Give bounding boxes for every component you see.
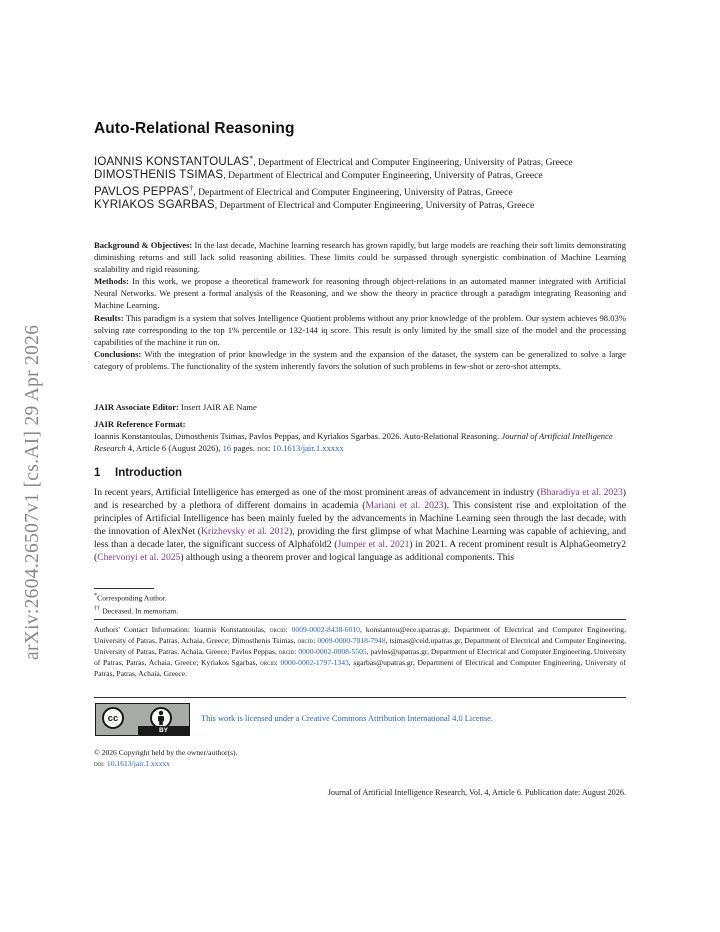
license-link[interactable]: This work is licensed under a Creative Commons Attribution International 4.0 License.	[201, 714, 493, 723]
copyright-block	[94, 747, 626, 770]
author-affiliation: , Department of Electrical and Computer Engineering, University of Patras, Greece	[223, 170, 543, 182]
doi-label: doi:	[94, 759, 105, 769]
abstract-text: This paradigm is a system that solves Intelligence Quotient problems without any prior knowledge of the problem. Our system achieves 98.03% solving rate corresponding to the top 1% percentile or 132-144 iq score. This result is only limited by the small size of the model and the processing capabilities of the machine it run on.	[94, 312, 626, 347]
author-entry	[94, 169, 626, 182]
arxiv-identifier[interactable]: arXiv:2604.26507v1 [cs.AI] 29 Apr 2026	[22, 324, 43, 660]
intro-text: ). This consistent rise and exploitation of the principles of Artificial Intelligence has been mainly fueled by the advancements in Machine Learning seen through the last decade, with the innovation of AlexNet (	[94, 500, 626, 538]
footnotes	[94, 591, 626, 617]
contact-text: Authors' Contact Information: Ioannis Konstantoulas,	[94, 625, 270, 634]
author-list	[94, 152, 626, 212]
person-icon	[154, 710, 168, 726]
contact-text: , tsimas@ceid.upatras.gr, Department of Electrical and Computer Engineering, University of Patras, Patras, Achaia, Greece; Pavlos Peppas,	[94, 636, 626, 657]
intro-text: In recent years, Artificial Intelligence has emerged as one of the most prominent areas of advancement in industry (	[94, 487, 541, 498]
paper-title: Auto-Relational Reasoning	[94, 120, 295, 137]
author-name: IOANNIS KONSTANTOULAS	[94, 156, 250, 169]
contact-information	[94, 624, 626, 679]
abstract-paragraph	[94, 312, 626, 348]
abstract-paragraph	[94, 275, 626, 311]
editor-value: Insert JAIR AE Name	[178, 402, 257, 412]
footnote-mark: *	[94, 592, 98, 599]
intro-text: ), providing the first glimpse of what Machine Learning was capable of achieving, and less than a decade later, the significant success of Alphafold2 (	[94, 526, 626, 551]
doi-label: doi:	[257, 443, 271, 453]
orcid-link[interactable]: 0000-0002-1797-1343	[280, 658, 349, 668]
reference-authors: Ioannis Konstantoulas, Dimosthenis Tsimas, Pavlos Peppas, and Kyriakos Sgarbas. 2026. Auto-Relational Reasoning.	[94, 431, 502, 441]
editor-label: JAIR Associate Editor:	[94, 402, 179, 412]
author-entry	[94, 152, 626, 169]
orcid-label: orcid:	[297, 636, 316, 646]
abstract	[94, 239, 626, 372]
reference-label: JAIR Reference Format:	[94, 419, 186, 429]
creative-commons-icon: cc	[102, 707, 124, 729]
abstract-text: In the last decade, Machine learning research has grown rapidly, but large models are reaching their soft limits demonstrating diminishing returns and still lack solid reasoning abilities. These limits could be surpassed through synergistic combination of Machine Learning scalability and rigid reasoning.	[94, 240, 626, 275]
citation-link[interactable]: Krizhevsky et al. 2012	[201, 526, 289, 538]
doi-link[interactable]: 10.1613/jair.1.xxxxx	[106, 759, 170, 769]
section-heading	[94, 467, 626, 479]
author-mark: †	[189, 184, 194, 194]
reference-format	[94, 418, 626, 454]
citation-link[interactable]: Jumper et al. 2021	[337, 539, 410, 551]
section-number: 1	[94, 467, 101, 479]
abstract-label: Conclusions:	[94, 348, 142, 359]
intro-text: ) and is researched by a plethora of different domains in academia (	[94, 487, 626, 512]
footnote-text: Deceased. In memoriam.	[100, 606, 179, 616]
footnote-divider	[94, 588, 154, 589]
abstract-paragraph	[94, 348, 626, 372]
abstract-text: In this work, we propose a theoretical framework for reasoning through object-relations in an automated manner integrated with Artificial Neural Networks. We present a formal analysis of the Reasoning, and we show the theory in practice through a paradigm integrating Reasoning and Machine Learning.	[94, 276, 626, 311]
abstract-label: Results:	[94, 312, 124, 323]
citation-link[interactable]: Bharadiya et al. 2023	[540, 487, 623, 498]
by-label: BY	[138, 726, 189, 735]
cc-by-badge[interactable]	[95, 703, 190, 736]
author-affiliation: , Department of Electrical and Computer Engineering, University of Patras, Greece	[214, 200, 535, 212]
author-name: PAVLOS PEPPAS	[94, 186, 190, 199]
author-name: DIMOSTHENIS TSIMAS	[94, 169, 224, 182]
author-mark: *	[249, 154, 254, 163]
reference-pages-suffix: pages.	[231, 443, 258, 453]
author-entry	[94, 199, 626, 212]
footnote-text: Corresponding Author.	[97, 593, 167, 603]
author-name: KYRIAKOS SGARBAS	[94, 199, 215, 212]
orcid-label: orcid:	[260, 658, 278, 668]
author-affiliation: , Department of Electrical and Computer Engineering, University of Patras, Greece	[253, 157, 573, 169]
orcid-label: orcid:	[269, 625, 288, 634]
footnote	[94, 591, 626, 604]
reference-text	[94, 430, 626, 454]
contact-text: , pavlos@upatras.gr, Department of Electrical and Computer Engineering, University of Patras, Patras, Achaia, Greece; Kyriakos Sgarbas,	[94, 647, 626, 668]
intro-text: ) in 2021. A recent prominent result is AlphaGeometry2 (	[94, 539, 627, 564]
contact-text: , konstantou@ece.upatras.gr, Department of Electrical and Computer Engineering, University of Patras, Patras, Achaia, Greece; Dimosthenis Tsimas,	[94, 625, 627, 646]
copyright-line: © 2026 Copyright held by the owner/author(s).	[94, 748, 238, 757]
intro-paragraph	[94, 486, 626, 565]
citation-link[interactable]: Mariani et al. 2023	[365, 500, 444, 512]
footnote	[94, 604, 626, 617]
abstract-paragraph	[94, 239, 626, 275]
orcid-link[interactable]: 0009-0000-7018-7948	[317, 636, 386, 646]
section-title: Introduction	[115, 467, 183, 479]
doi-link[interactable]: 10.1613/jair.1.xxxxx	[272, 443, 344, 453]
orcid-label: orcid:	[278, 647, 297, 657]
abstract-text: With the integration of prior knowledge in the system and the expansion of the dataset, the system can be generalized to solve a large category of problems. The functionality of the system inherently favors the solution of such problems in few-shot or zero-shot attempts.	[94, 348, 626, 371]
orcid-link[interactable]: 0009-0002-8438-6010	[291, 625, 360, 634]
page-count-link[interactable]: 16	[222, 443, 232, 453]
contact-divider	[94, 619, 626, 620]
license-divider	[94, 697, 626, 698]
associate-editor	[94, 401, 626, 413]
page-footer: Journal of Artificial Intelligence Research, Vol. 4, Article 6. Publication date: August 2026.	[327, 788, 626, 797]
abstract-label: Background & Objectives:	[94, 240, 193, 250]
abstract-label: Methods:	[94, 276, 129, 287]
orcid-link[interactable]: 0000-0002-0008-5505	[298, 647, 367, 657]
copyright-doi	[94, 758, 626, 769]
reference-volume: 4, Article 6 (August 2026),	[125, 443, 223, 453]
author-entry	[94, 182, 626, 199]
reference-journal: Journal of Artificial Intelligence Research	[94, 431, 613, 453]
footnote-mark: ††	[94, 604, 101, 612]
citation-link[interactable]: Chervonyi et al. 2025	[97, 552, 181, 564]
intro-text: ) although using a theorem prover and logical language as additional components. This	[180, 552, 514, 564]
author-affiliation: , Department of Electrical and Computer Engineering, University of Patras, Greece	[193, 187, 513, 199]
contact-text: , sgarbas@upatras.gr, Department of Electrical and Computer Engineering, University of Patras, Patras, Achaia, Greece.	[94, 658, 626, 679]
